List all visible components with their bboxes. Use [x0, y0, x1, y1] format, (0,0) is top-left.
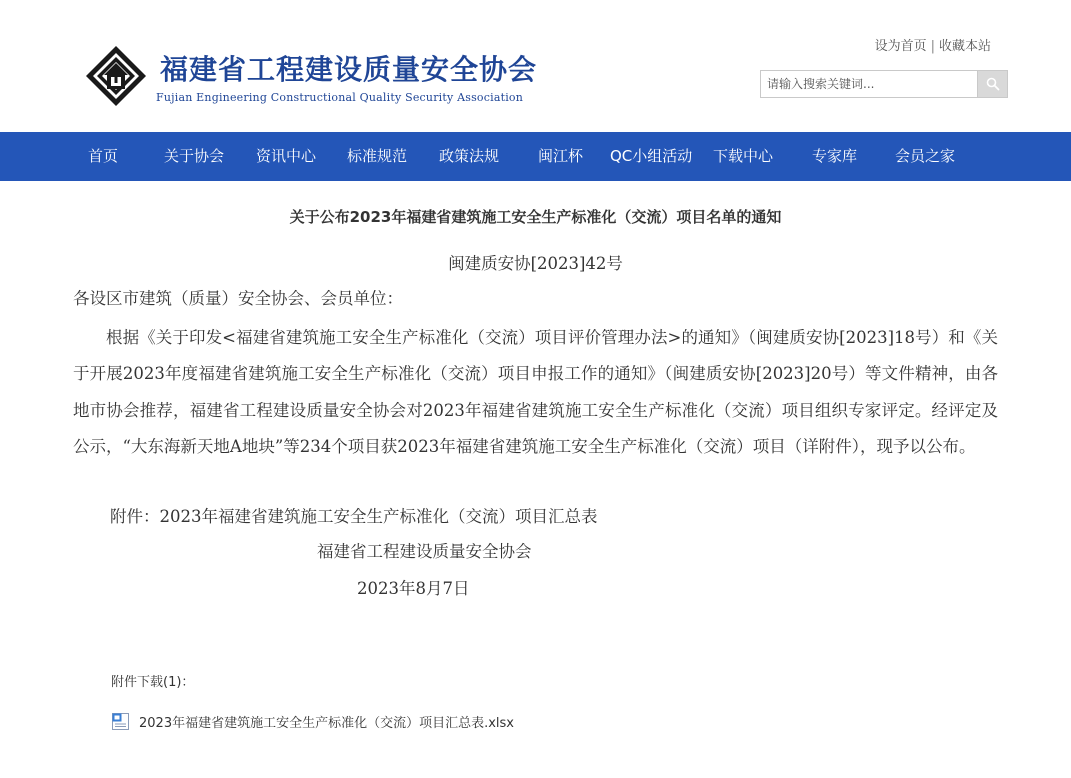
nav-item-minjiang-cup[interactable]: 闽江杯 — [538, 147, 584, 165]
search-input[interactable] — [761, 71, 979, 97]
article-title: 关于公布2023年福建省建筑施工安全生产标准化（交流）项目名单的通知 — [289, 208, 782, 226]
nav-item-about[interactable]: 关于协会 — [164, 147, 225, 165]
download-file-name: 2023年福建省建筑施工安全生产标准化（交流）项目汇总表.xlsx — [139, 715, 514, 731]
article-body: 根据《关于印发<福建省建筑施工安全生产标准化（交流）项目评价管理办法>的通知》（闽建质安协[2023]18号）和《关于开展2023年度福建省建筑施工安全生产标准化（交流）项目申报工作的通知》（闽建质安协[2023]20号）等文件精神，由各地市协会推荐，福建省工程建设质量安全协会对2023年福建省建筑施工安全生产标准化（交流）项目组织专家评定。经评定及公示，“大东海新天地A地块”等234个项目获2023年福建省建筑施工安全生产标准化（交流）项目（详附件），现予以公布。 — [73, 328, 998, 457]
org-name: 福建省工程建设质量安全协会 — [160, 53, 538, 86]
nav-item-downloads[interactable]: 下载中心 — [713, 147, 774, 165]
nav-item-qc-activities[interactable]: QC小组活动 — [610, 147, 693, 165]
top-links — [875, 35, 991, 54]
main-nav — [0, 132, 1071, 181]
nav-item-standards[interactable]: 标准规范 — [347, 147, 408, 165]
search-box — [760, 70, 1008, 98]
org-name-en: Fujian Engineering Constructional Quality Security Association — [156, 91, 524, 104]
nav-item-news[interactable]: 资讯中心 — [256, 147, 317, 165]
nav-item-policies[interactable]: 政策法规 — [439, 147, 500, 165]
nav-item-experts[interactable]: 专家库 — [812, 147, 858, 165]
download-file-link[interactable] — [111, 710, 514, 732]
downloads-label: 附件下载(1)： — [111, 675, 195, 690]
bookmark-link[interactable]: 收藏本站 — [938, 39, 991, 54]
attachment-note: 附件：2023年福建省建筑施工安全生产标准化（交流）项目汇总表 — [110, 507, 598, 526]
site-header — [0, 0, 1071, 132]
association-logo-icon[interactable] — [84, 44, 148, 108]
signature-org: 福建省工程建设质量安全协会 — [317, 542, 532, 561]
search-button[interactable] — [977, 71, 1007, 97]
file-icon — [111, 712, 130, 731]
nav-item-members[interactable]: 会员之家 — [895, 147, 956, 165]
signature-date: 2023年8月7日 — [357, 579, 470, 598]
document-number-text: 闽建质安协[2023]42号 — [448, 254, 623, 273]
nav-item-home[interactable]: 首页 — [88, 147, 119, 165]
search-icon — [986, 77, 1000, 91]
document-number — [0, 250, 1071, 274]
set-home-link[interactable]: 设为首页 — [874, 39, 927, 54]
salutation: 各设区市建筑（质量）安全协会、会员单位： — [73, 289, 403, 308]
top-links-separator: | — [930, 39, 935, 54]
